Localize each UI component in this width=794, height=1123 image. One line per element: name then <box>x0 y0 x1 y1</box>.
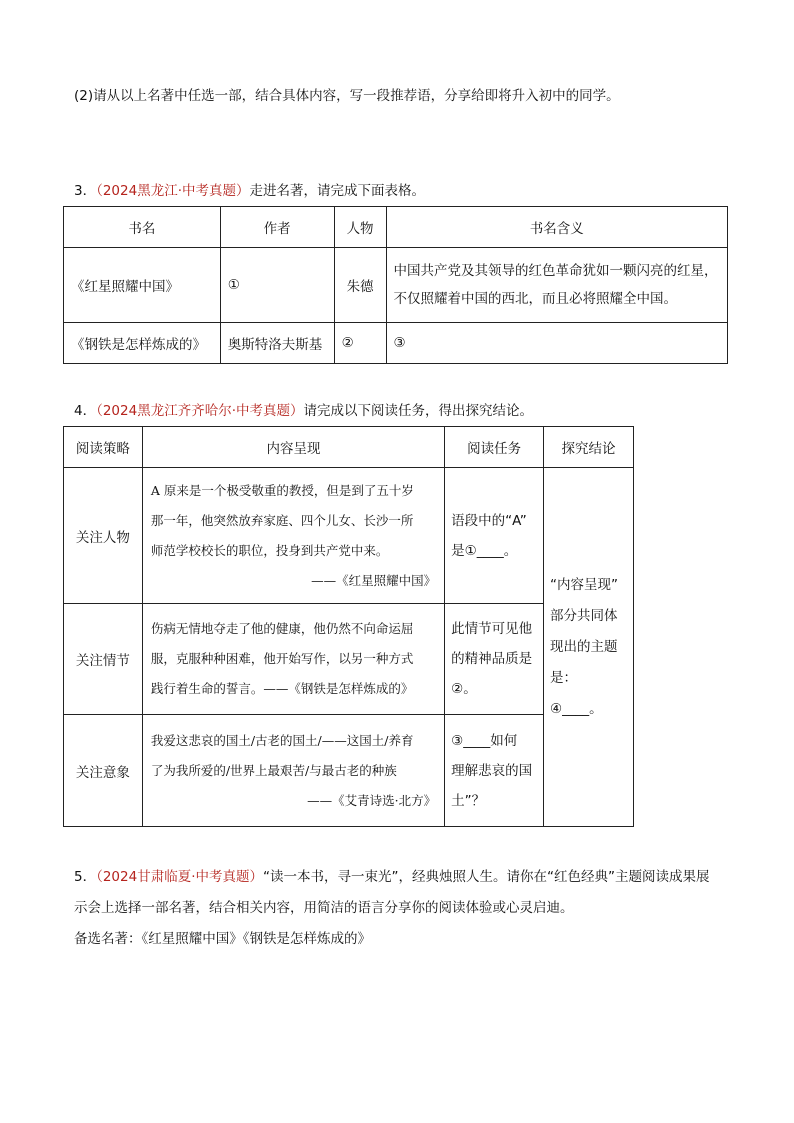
header-cell: 阅读策略 <box>64 427 143 468</box>
question-number: 3． <box>74 183 97 199</box>
source-tag: 2024甘肃临夏·中考真题 <box>102 869 250 885</box>
content-line: A 原来是一个极受敬重的教授，但是到了五十岁 <box>150 482 414 498</box>
conclusion-line: ④____。 <box>550 700 603 717</box>
question-5-options: 备选名著：《红星照耀中国》《钢铁是怎样炼成的》 <box>74 931 371 947</box>
content-line: 伤病无情地夺走了他的健康，他仍然不向命运屈 <box>150 621 414 636</box>
question-3-table <box>63 206 728 364</box>
question-4-heading <box>74 401 533 421</box>
question-text: 请完成以下阅读任务，得出探究结论。 <box>303 403 533 419</box>
content-line: 了为我所爱的/世界上最艰苦/与最古老的种族 <box>150 762 397 778</box>
task-line: 是①____。 <box>451 542 518 559</box>
source-tag: 2024黑龙江·中考真题 <box>102 183 236 199</box>
source-bracket: （ <box>96 869 103 885</box>
strategy-cell: 关注人物 <box>64 468 143 604</box>
task-line: ②。 <box>451 681 477 697</box>
content-citation: ——《艾青诗选·北方》 <box>307 792 437 808</box>
content-citation: ——《红星照耀中国》 <box>311 572 437 588</box>
question-2-text: (2)请从以上名著中任选一部，结合具体内容，写一段推荐语，分享给即将升入初中的同学。 <box>74 88 620 104</box>
book-cell: 《红星照耀中国》 <box>64 248 221 323</box>
table-row <box>64 248 728 323</box>
source-tag: 2024黑龙江齐齐哈尔·中考真题 <box>102 403 290 419</box>
content-line: 服，克服种种困难，他开始写作，以另一种方式 <box>150 651 414 666</box>
task-cell <box>445 715 544 827</box>
conclusion-line: 部分共同体 <box>550 607 618 624</box>
question-text: 走进名著，请完成下面表格。 <box>249 183 425 199</box>
person-cell: ② <box>334 323 386 364</box>
task-line: 语段中的“A” <box>451 512 527 529</box>
header-cell: 探究结论 <box>544 427 634 468</box>
task-cell <box>445 604 544 715</box>
header-cell: 书名 <box>64 207 221 248</box>
header-cell: 阅读任务 <box>445 427 544 468</box>
question-number: 4． <box>74 403 97 419</box>
task-line: 的精神品质是 <box>451 651 533 667</box>
header-cell: 内容呈现 <box>142 427 444 468</box>
meaning-line: 不仅照耀着中国的西北，而且必将照耀全中国。 <box>393 291 678 307</box>
task-line: 此情节可见他 <box>451 621 533 637</box>
source-bracket: ） <box>236 183 250 199</box>
meaning-line: 中国共产党及其领导的红色革命犹如一颗闪亮的红星， <box>393 263 718 279</box>
question-text: “读一本书，寻一束光”，经典烛照人生。请你在“红色经典”主题阅读成果展 <box>263 869 710 885</box>
content-line: 践行着生命的誓言。——《钢铁是怎样炼成的》 <box>150 681 414 696</box>
task-line: 土”？ <box>451 792 486 809</box>
conclusion-cell <box>544 468 634 827</box>
question-number: 5． <box>74 869 97 885</box>
table-header-row <box>64 207 728 248</box>
table-row <box>64 323 728 364</box>
book-cell: 《钢铁是怎样炼成的》 <box>64 323 221 364</box>
content-cell <box>142 468 444 604</box>
person-cell: 朱德 <box>334 248 386 323</box>
task-line: ③____如何 <box>451 732 518 749</box>
content-cell <box>142 715 444 827</box>
meaning-cell <box>386 248 727 323</box>
header-cell: 书名含义 <box>386 207 727 248</box>
source-bracket: （ <box>96 183 103 199</box>
source-bracket: ） <box>290 403 304 419</box>
author-cell: 奥斯特洛夫斯基 <box>220 323 334 364</box>
content-line: 我爱这悲哀的国土/古老的国土/——这国土/养育 <box>150 732 414 748</box>
strategy-cell: 关注情节 <box>64 604 143 715</box>
question-5-line <box>74 862 709 893</box>
header-cell: 人物 <box>334 207 386 248</box>
conclusion-line: 是： <box>550 669 578 686</box>
author-cell: ① <box>220 248 334 323</box>
question-5 <box>74 862 709 955</box>
meaning-cell: ③ <box>386 323 727 364</box>
task-cell <box>445 468 544 604</box>
content-cell <box>142 604 444 715</box>
table-row <box>64 468 634 604</box>
content-line: 那一年，他突然放弃家庭、四个儿女、长沙一所 <box>150 512 414 528</box>
conclusion-line: 现出的主题 <box>550 638 618 655</box>
task-line: 理解悲哀的国 <box>451 762 533 779</box>
source-bracket: （ <box>96 403 103 419</box>
header-cell: 作者 <box>220 207 334 248</box>
table-header-row <box>64 427 634 468</box>
question-4-table <box>63 426 634 827</box>
content-line: 师范学校校长的职位，投身到共产党中来。 <box>150 542 389 558</box>
conclusion-line: “内容呈现” <box>550 576 619 593</box>
question-3-heading <box>74 181 425 201</box>
strategy-cell: 关注意象 <box>64 715 143 827</box>
question-5-line: 示会上选择一部名著，结合相关内容，用简洁的语言分享你的阅读体验或心灵启迪。 <box>74 900 574 916</box>
source-bracket: ） <box>249 869 263 885</box>
